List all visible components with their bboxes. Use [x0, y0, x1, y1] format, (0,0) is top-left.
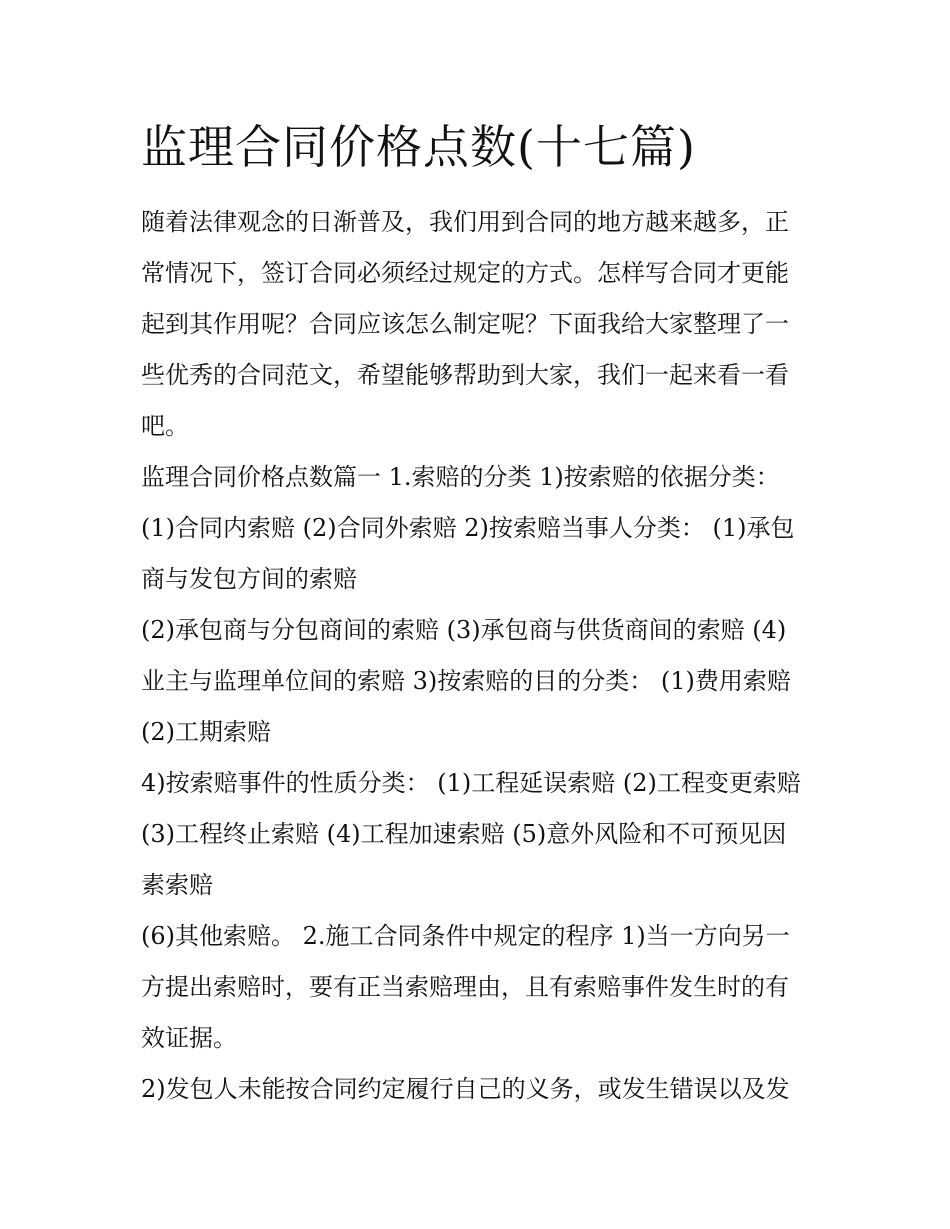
body-line: 常情况下，签订合同必须经过规定的方式。怎样写合同才更能 [141, 259, 789, 287]
body-line: 2)发包人未能按合同约定履行自己的义务，或发生错误以及发 [141, 1075, 790, 1103]
body-line: 业主与监理单位间的索赔 3)按索赔的目的分类： (1)费用索赔 [141, 667, 791, 695]
body-line: 吧。 [141, 412, 189, 440]
body-line: 些优秀的合同范文，希望能够帮助到大家，我们一起来看一看 [141, 361, 789, 389]
body-line: 4)按索赔事件的性质分类： (1)工程延误索赔 (2)工程变更索赔 [141, 769, 801, 797]
document-title: 监理合同价格点数(十七篇) [141, 120, 696, 174]
body-line: (2)承包商与分包商间的索赔 (3)承包商与供货商间的索赔 (4) [141, 616, 787, 644]
body-line: (6)其他索赔。 2.施工合同条件中规定的程序 1)当一方向另一 [141, 922, 790, 950]
body-line: 效证据。 [141, 1024, 237, 1052]
body-line: 监理合同价格点数篇一 1.索赔的分类 1)按索赔的依据分类： [141, 463, 780, 491]
body-line: (1)合同内索赔 (2)合同外索赔 2)按索赔当事人分类： (1)承包 [141, 514, 795, 542]
body-line: (2)工期索赔 [141, 718, 271, 746]
body-line: 方提出索赔时，要有正当索赔理由，且有索赔事件发生时的有 [141, 973, 789, 1001]
body-line: 商与发包方间的索赔 [141, 565, 357, 593]
body-line: (3)工程终止索赔 (4)工程加速索赔 (5)意外风险和不可预见因 [141, 820, 787, 848]
body-line: 随着法律观念的日渐普及，我们用到合同的地方越来越多，正 [141, 208, 789, 236]
body-line: 素索赔 [141, 871, 213, 899]
body-line: 起到其作用呢？合同应该怎么制定呢？下面我给大家整理了一 [141, 310, 789, 338]
